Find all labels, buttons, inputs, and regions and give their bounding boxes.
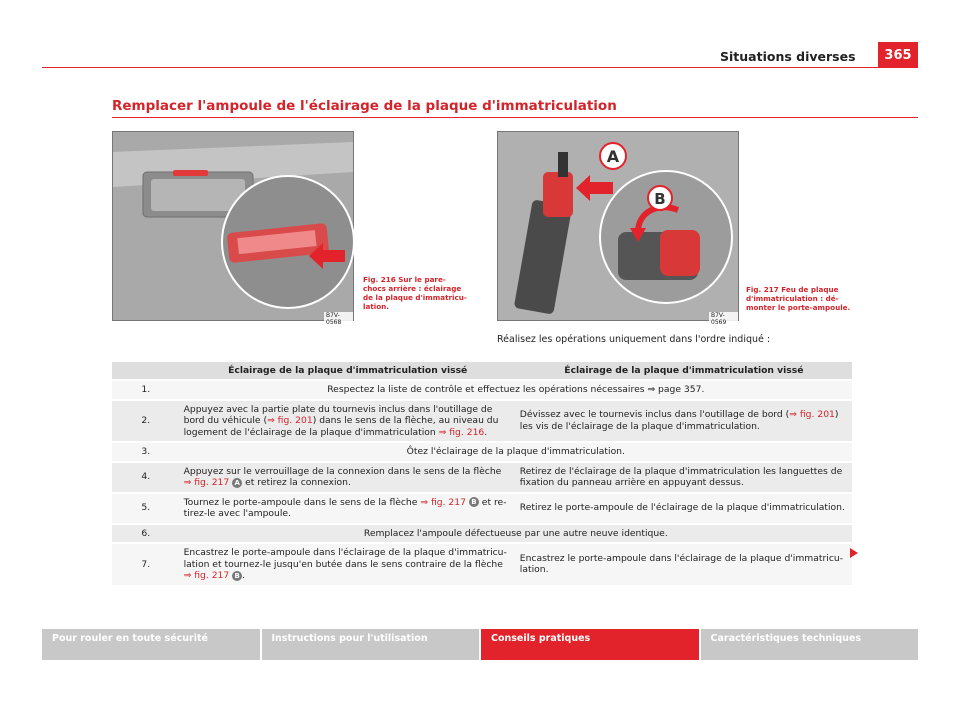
caption-line: de la plaque d'immatricu-	[363, 293, 467, 302]
step-number: 3.	[112, 443, 180, 461]
footer-nav	[42, 629, 918, 660]
step-text-right	[516, 401, 852, 442]
caption-line: lation.	[363, 302, 389, 311]
fig-ref-link[interactable]: ⇒ fig. 217	[183, 570, 230, 581]
callout-badge: B	[232, 571, 242, 581]
fig-ref-link[interactable]: ⇒ fig. 216	[438, 426, 485, 438]
step-number: 7.	[112, 544, 180, 585]
figure-code: B7V-0569	[709, 312, 738, 326]
table-row	[112, 463, 852, 492]
step-number: 6.	[112, 525, 180, 543]
header-rule	[42, 67, 918, 68]
step-text-span: Respectez la liste de contrôle et effectuez les opérations nécessaires	[327, 384, 645, 395]
step-text	[180, 381, 852, 399]
text-span: .	[242, 570, 246, 581]
intro-text: Réalisez les opérations uniquement dans l'ordre indiqué :	[497, 334, 771, 345]
header-cell: Éclairage de la plaque d'immatriculation vissé	[180, 362, 516, 379]
fig-ref-link[interactable]: ⇒ fig. 217	[420, 496, 466, 508]
page-number: 365	[878, 42, 918, 68]
text-span: et re-tirez-le avec l'ampoule.	[183, 496, 507, 519]
section-rule	[112, 117, 918, 118]
caption-line: Fig. 217 Feu de plaque	[746, 285, 839, 294]
text-span: Appuyez avec la partie plate du tournevis inclus dans l'outillage de bord du véhicule (	[183, 403, 493, 426]
table-row	[112, 381, 852, 399]
step-text-right: Retirez de l'éclairage de la plaque d'immatriculation les languettes de fixation du panneau arrière en appuyant dessus.	[516, 463, 852, 492]
step-text-right: Retirez le porte-ampoule de l'éclairage de la plaque d'immatriculation.	[516, 494, 852, 523]
step-number: 4.	[112, 463, 180, 492]
caption-line: monter le porte-ampoule.	[746, 303, 851, 312]
footer-tab-practical-tips[interactable]: Conseils pratiques	[481, 629, 701, 660]
table-header-row	[112, 362, 852, 379]
text-span: .	[484, 426, 488, 438]
figure-217-image	[497, 131, 739, 326]
figure-217-caption	[746, 285, 856, 312]
continue-arrow-icon	[850, 548, 858, 558]
figure-216-caption	[363, 275, 473, 311]
bulb-holder-illustration	[498, 132, 738, 320]
step-text-left	[180, 494, 516, 523]
text-span: Dévissez avec le tournevis inclus dans l'outillage de bord (	[519, 409, 790, 421]
table-row	[112, 494, 852, 523]
step-text: Remplacez l'ampoule défectueuse par une autre neuve identique.	[180, 525, 852, 543]
running-header-title: Situations diverses	[720, 49, 856, 64]
text-span: ) dans le sens de la flèche, au niveau du logement de l'éclairage de la plaque d'immatriculation	[183, 415, 499, 438]
header-cell: Éclairage de la plaque d'immatriculation vissé	[516, 362, 852, 379]
step-text-left	[180, 463, 516, 492]
text-span: ) les vis de l'éclairage de la plaque d'immatriculation.	[519, 409, 839, 432]
page-ref-link[interactable]: ⇒ page 357.	[647, 384, 705, 395]
text-span: Appuyez sur le verrouillage de la connexion dans le sens de la flèche	[183, 465, 502, 477]
figure-216-image	[112, 131, 354, 326]
fig-ref-link[interactable]: ⇒ fig. 201	[267, 415, 313, 426]
step-text: Ôtez l'éclairage de la plaque d'immatriculation.	[180, 443, 852, 461]
step-text-right: Encastrez le porte-ampoule dans l'éclairage de la plaque d'immatricu-lation.	[516, 544, 852, 585]
callout-badge: A	[232, 478, 242, 488]
footer-tab-safety[interactable]: Pour rouler en toute sécurité	[42, 629, 262, 660]
caption-line: d'immatriculation : dé-	[746, 294, 839, 303]
callout-b-label: B	[654, 190, 666, 208]
table-row	[112, 544, 852, 585]
header-cell	[112, 362, 180, 379]
step-text-left	[180, 544, 516, 585]
caption-line: chocs arrière : éclairage	[363, 284, 462, 293]
table-row	[112, 525, 852, 543]
section-title: Remplacer l'ampoule de l'éclairage de la plaque d'immatriculation	[112, 98, 617, 114]
bumper-illustration	[113, 132, 353, 320]
text-span: et retirez la connexion.	[242, 477, 351, 488]
fig-ref-link[interactable]: ⇒ fig. 217	[183, 477, 230, 488]
text-span: Encastrez le porte-ampoule dans l'éclairage de la plaque d'immatricu-lation et tournez-le jusqu'en butée dans le sens contraire de la flèche	[183, 547, 507, 570]
fig-ref-link[interactable]: ⇒ fig. 201	[789, 409, 835, 421]
table-row	[112, 401, 852, 442]
footer-tab-instructions[interactable]: Instructions pour l'utilisation	[262, 629, 482, 660]
callout-badge: B	[469, 497, 479, 507]
table-row	[112, 443, 852, 461]
callout-a-label: A	[606, 147, 620, 166]
step-number: 5.	[112, 494, 180, 523]
footer-tab-technical-specs[interactable]: Caractéristiques techniques	[701, 629, 919, 660]
figure-code: B7V-0568	[324, 312, 353, 326]
step-number: 2.	[112, 401, 180, 442]
step-number: 1.	[112, 381, 180, 399]
text-span: Tournez le porte-ampoule dans le sens de la flèche	[183, 496, 421, 508]
step-text-left	[180, 401, 516, 442]
steps-table	[112, 360, 852, 587]
caption-line: Fig. 216 Sur le pare-	[363, 275, 446, 284]
